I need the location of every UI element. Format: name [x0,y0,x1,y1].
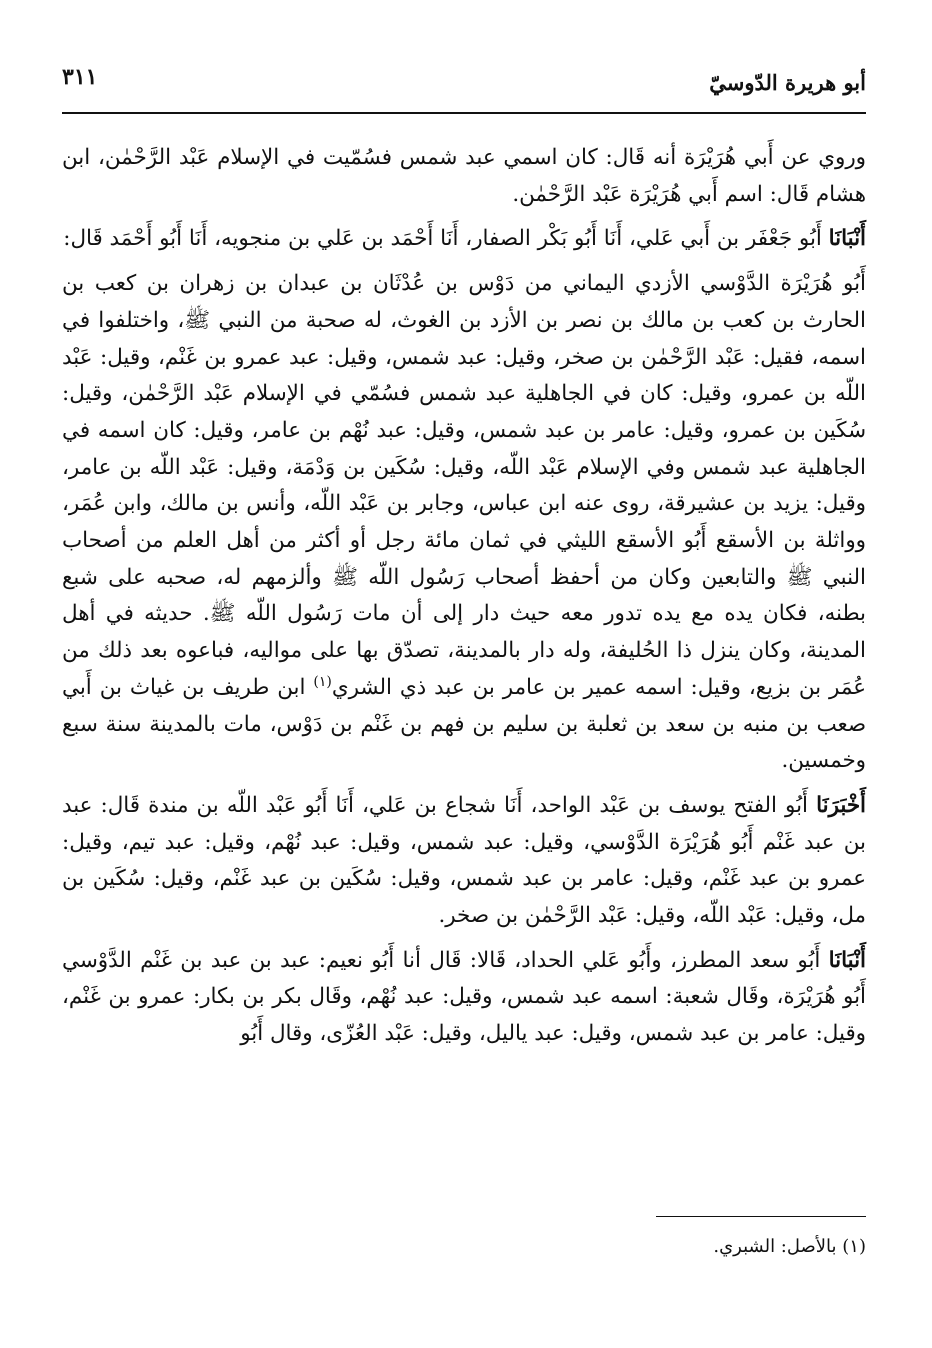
paragraph-lead-word: أَنْبَانَا [828,947,866,973]
header-rule [62,112,866,114]
page-header [62,62,866,102]
main-text [62,140,866,1053]
paragraph-4 [62,788,866,935]
paragraph-text-continued: ابن طريف بن غياث بن أَبي صعب بن منبه بن سعد بن ثعلبة بن سليم بن فهم بن غَنْم بن دَوْس، مات بالمدينة سنة سبع وخمسين. [62,674,866,774]
paragraph-text: أَبُو الفتح يوسف بن عَبْد الواحد، أَنَا شجاع بن عَلي، أَنَا أَبُو عَبْد اللّه بن مندة قَال: عبد بن عبد غَنْم أَبُو هُرَيْرَة الدَّوْسي، وقيل: عبد شمس، وقيل: عبد نُهْم، وقيل: عبد تيم، وقيل: عمرو بن عبد غَنْم، وقيل: عامر بن عبد شمس، وقيل: سُكَين بن عبد غَنْم، وقيل: سُكَين بن مل، وقيل: عَبْد اللّه، وقيل: عَبْد الرَّحْمٰن بن صخر. [62,792,866,929]
footnote-rule [656,1216,866,1217]
paragraph-text: وروي عن أَبي هُرَيْرَة أنه قَال: كان اسمي عبد شمس فسُمّيت في الإسلام عَبْد الرَّحْمٰن، ابن هشام قَال: اسم أَبي هُرَيْرَة عَبْد الرَّحْمٰن. [62,145,866,207]
paragraph-text: أَبُو هُرَيْرَة الدَّوْسي الأزدي اليماني من دَوْس بن عُدْثَان بن عبدان بن زهران بن كعب بن الحارث بن كعب بن مالك بن نصر بن الأزد بن الغوث، له صحبة من النبي ﷺ، واختلفوا في اسمه، فقيل: عَبْد الرَّحْمٰن بن صخر، وقيل: عبد شمس، وقيل: عبد عمرو بن غَنْم، وقيل: عَبْد اللّه بن عمرو، وقيل: كان في الجاهلية عبد شمس فسُمّي في الإسلام عَبْد الرَّحْمٰن، وقيل: سُكَين بن عمرو، وقيل: عامر بن عبد شمس، وقيل: عبد نُهْم بن عامر، وقيل: كان اسمه في الجاهلية عبد شمس وفي الإسلام عَبْد اللّه، وقيل: سُكَين بن وَدْمَة، وقيل: عَبْد اللّه بن عامر، وقيل: يزيد بن عشيرقة، روى عنه ابن عباس، وجابر بن عَبْد اللّه، وأنس بن مالك، وابن عُمَر، وواثلة بن الأسقع أَبُو الأسقع الليثي في ثمان مائة رجل أو أكثر من أهل العلم من أصحاب النبي ﷺ والتابعين وكان من أحفظ أصحاب رَسُول اللّه ﷺ وألزمهم له، صحبه على شبع بطنه، فكان يده مع يده تدور معه حيث دار إلى أن مات رَسُول اللّه ﷺ. حديثه في أهل المدينة، وكان ينزل ذا الحُليفة، وله دار بالمدينة، تصدّق بها على مواليه، فباعوه بعد ذلك من عُمَر بن بزيع، وقيل: اسمه عمير بن عامر بن عبد ذي الشري [62,271,866,700]
paragraph-1 [62,140,866,213]
paragraph-lead-word: أَنْبَانَا [828,226,866,252]
footnote-marker[interactable]: (١) [313,673,332,690]
paragraph-3 [62,266,866,780]
footnote: (١) بالأصل: الشبري. [713,1236,866,1257]
paragraph-5 [62,943,866,1053]
paragraph-text: أَبُو سعد المطرز، وأَبُو عَلي الحداد، قَالا: قَال أنا أَبُو نعيم: عبد بن عبد بن غَنْم الدَّوْسي أَبُو هُرَيْرَة، وقَال شعبة: اسمه عبد شمس، وقيل: عبد نُهْم، وقَال بكر بن بكار: عمرو بن غَنْم، وقيل: عامر بن عبد شمس، وقيل: عبد ياليل، وقيل: عَبْد العُزّى، وقال أَبُو [62,947,866,1047]
paragraph-text: أَبُو جَعْفَر بن أَبي عَلي، أَنَا أَبُو بَكْر الصفار، أَنَا أَحْمَد بن عَلي بن منجويه، أَنَا أَبُو أَحْمَد قَال: [63,226,829,252]
running-title: أبو هريرة الدّوسيّ [709,70,866,95]
paragraph-2 [62,221,866,258]
page-number: ٣١١ [62,64,98,90]
paragraph-lead-word: أَخْبَرَنَا [816,792,866,818]
